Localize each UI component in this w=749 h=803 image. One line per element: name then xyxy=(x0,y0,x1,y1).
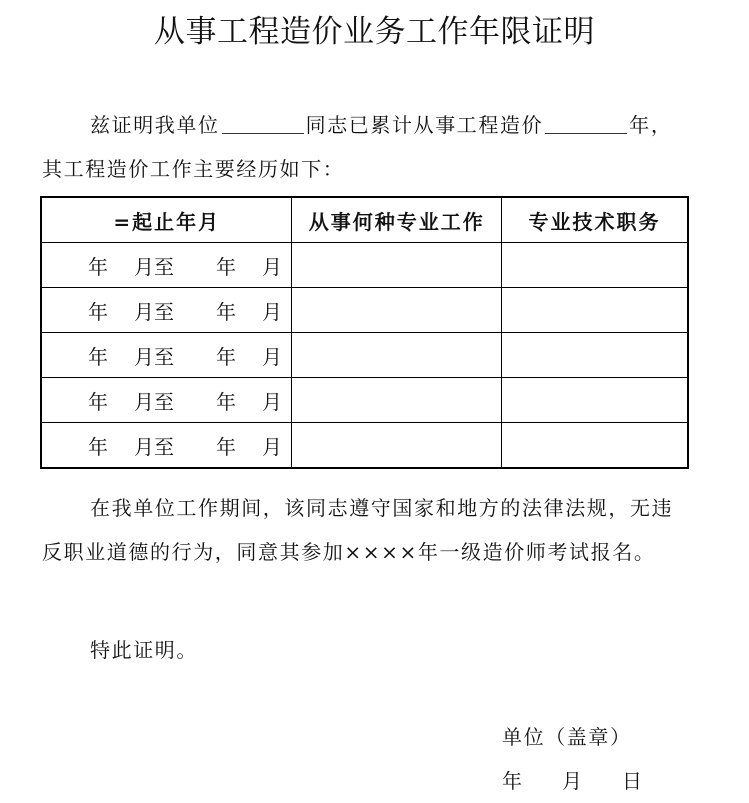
period-cell[interactable] xyxy=(41,333,292,378)
document-title: 从事工程造价业务工作年限证明 xyxy=(154,14,595,50)
work-type-cell[interactable] xyxy=(292,243,502,288)
table-row xyxy=(41,288,688,333)
table-row xyxy=(41,423,688,469)
end-year-label: 年 xyxy=(216,389,236,414)
start-month-label: 月至 xyxy=(134,389,174,414)
job-title-cell[interactable] xyxy=(502,333,688,378)
intro-text-3: 年，其工程造价工作主要经历如下： xyxy=(42,113,673,181)
table-header-row xyxy=(41,197,688,243)
end-month-label: 月 xyxy=(262,434,282,459)
start-month-label: 月至 xyxy=(134,254,174,279)
end-year-label: 年 xyxy=(216,254,236,279)
intro-paragraph xyxy=(42,103,692,191)
table-row xyxy=(41,378,688,423)
period-cell[interactable] xyxy=(41,288,292,333)
end-month-label: 月 xyxy=(262,254,282,279)
header-work-type: 从事何种专业工作 xyxy=(292,197,502,243)
period-cell[interactable] xyxy=(41,423,292,469)
start-year-label: 年 xyxy=(88,344,108,369)
name-blank[interactable] xyxy=(222,111,304,134)
table-row xyxy=(41,243,688,288)
period-cell[interactable] xyxy=(41,243,292,288)
date-day-label: 日 xyxy=(622,769,644,793)
header-period: =起止年月 xyxy=(41,197,292,243)
job-title-cell[interactable] xyxy=(502,423,688,469)
start-year-label: 年 xyxy=(88,254,108,279)
work-history-table xyxy=(40,196,689,469)
work-type-cell[interactable] xyxy=(292,423,502,469)
end-month-label: 月 xyxy=(262,299,282,324)
work-type-cell[interactable] xyxy=(292,333,502,378)
body-paragraph: 在我单位工作期间，该同志遵守国家和地方的法律法规，无违反职业道德的行为，同意其参加××××年一级造价师考试报名。 xyxy=(42,496,674,564)
start-year-label: 年 xyxy=(88,434,108,459)
start-month-label: 月至 xyxy=(134,344,174,369)
closing-paragraph: 特此证明。 xyxy=(90,638,198,662)
start-year-label: 年 xyxy=(88,389,108,414)
end-month-label: 月 xyxy=(262,344,282,369)
job-title-cell[interactable] xyxy=(502,288,688,333)
period-cell[interactable] xyxy=(41,378,292,423)
end-year-label: 年 xyxy=(216,434,236,459)
end-year-label: 年 xyxy=(216,299,236,324)
work-type-cell[interactable] xyxy=(292,288,502,333)
signature-date xyxy=(502,766,682,796)
work-type-cell[interactable] xyxy=(292,378,502,423)
years-blank[interactable] xyxy=(545,111,627,134)
intro-text-1: 兹证明我单位 xyxy=(90,113,220,137)
signature-unit: 单位（盖章） xyxy=(502,725,632,749)
job-title-cell[interactable] xyxy=(502,243,688,288)
table-row xyxy=(41,333,688,378)
start-month-label: 月至 xyxy=(134,299,174,324)
intro-text-2: 同志已累计从事工程造价 xyxy=(305,113,544,137)
end-month-label: 月 xyxy=(262,389,282,414)
date-month-label: 月 xyxy=(562,769,584,793)
job-title-cell[interactable] xyxy=(502,378,688,423)
header-job-title: 专业技术职务 xyxy=(502,197,688,243)
end-year-label: 年 xyxy=(216,344,236,369)
date-year-label: 年 xyxy=(502,769,524,793)
start-month-label: 月至 xyxy=(134,434,174,459)
start-year-label: 年 xyxy=(88,299,108,324)
